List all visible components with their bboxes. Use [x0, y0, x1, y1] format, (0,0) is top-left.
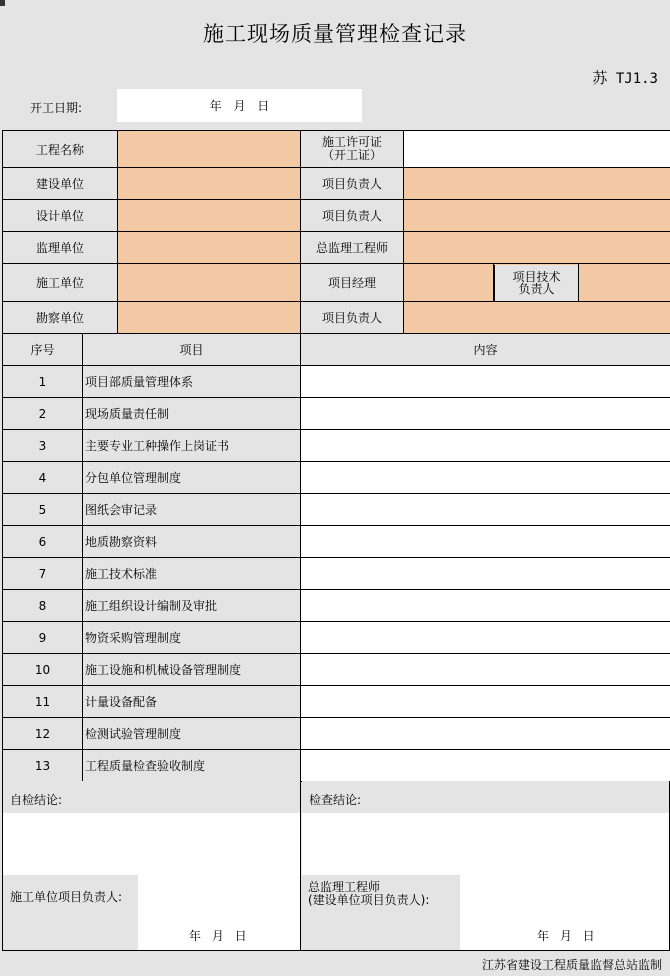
- row-number: 7: [3, 558, 83, 590]
- table-row: [3, 494, 670, 526]
- table-row: [3, 654, 670, 686]
- row-number: 5: [3, 494, 83, 526]
- designer-input[interactable]: [118, 200, 301, 232]
- row-item: 施工组织设计编制及审批: [83, 590, 301, 622]
- surveyor-leader-label: 项目负责人: [301, 302, 404, 334]
- row-item: 现场质量责任制: [83, 398, 301, 430]
- row-content-input[interactable]: [301, 686, 670, 718]
- row-number: 3: [3, 430, 83, 462]
- inspection-section: [302, 781, 669, 950]
- row-item: 图纸会审记录: [83, 494, 301, 526]
- self-check-label: 自检结论:: [10, 793, 63, 807]
- form-code-prefix: 苏: [592, 69, 608, 87]
- inspection-signer-label: [308, 881, 429, 907]
- inspection-label: 检查结论:: [309, 793, 362, 807]
- row-content-input[interactable]: [301, 750, 670, 782]
- row-number: 11: [3, 686, 83, 718]
- row-item: 分包单位管理制度: [83, 462, 301, 494]
- row-content-input[interactable]: [301, 654, 670, 686]
- row-number: 1: [3, 366, 83, 398]
- row-content-input[interactable]: [301, 526, 670, 558]
- conclusion-section: [2, 781, 670, 951]
- row-number: 12: [3, 718, 83, 750]
- header-no: 序号: [3, 334, 83, 366]
- start-date-input[interactable]: 年 月 日: [117, 89, 362, 122]
- project-name-label: 工程名称: [3, 131, 118, 168]
- self-check-signer-cell: [3, 875, 138, 950]
- row-item: 地质勘察资料: [83, 526, 301, 558]
- row-item: 项目部质量管理体系: [83, 366, 301, 398]
- supervisor-input[interactable]: [118, 232, 301, 264]
- info-table: [2, 130, 670, 782]
- designer-leader-label: 项目负责人: [301, 200, 404, 232]
- table-row: [3, 590, 670, 622]
- permit-label-line1: 施工许可证: [322, 135, 383, 149]
- designer-label: 设计单位: [3, 200, 118, 232]
- surveyor-label: 勘察单位: [3, 302, 118, 334]
- tech-leader-input[interactable]: [579, 264, 670, 302]
- row-number: 6: [3, 526, 83, 558]
- row-number: 8: [3, 590, 83, 622]
- row-number: 13: [3, 750, 83, 782]
- footer-issuer: 江苏省建设工程质量监督总站监制: [481, 958, 662, 972]
- row-number: 10: [3, 654, 83, 686]
- row-content-input[interactable]: [301, 494, 670, 526]
- inspection-signer-line1: 总监理工程师: [308, 880, 381, 894]
- builder-label: 建设单位: [3, 168, 118, 200]
- header-item: 项目: [83, 334, 301, 366]
- inspection-input[interactable]: [302, 813, 669, 875]
- supervisor-label: 监理单位: [3, 232, 118, 264]
- form-code: [592, 67, 658, 88]
- row-item: 施工技术标准: [83, 558, 301, 590]
- self-check-date: 年 月 日: [189, 929, 247, 943]
- table-row: [3, 526, 670, 558]
- tech-leader-label: [494, 265, 579, 301]
- table-row: [3, 558, 670, 590]
- row-content-input[interactable]: [301, 366, 670, 398]
- row-content-input[interactable]: [301, 622, 670, 654]
- self-check-signer-label: 施工单位项目负责人:: [10, 890, 123, 904]
- table-row: [3, 430, 670, 462]
- row-content-input[interactable]: [301, 462, 670, 494]
- page-title: 施工现场质量管理检查记录: [203, 22, 467, 46]
- row-number: 4: [3, 462, 83, 494]
- header-content: 内容: [301, 334, 670, 366]
- row-content-input[interactable]: [301, 398, 670, 430]
- form-code-number: TJ1.3: [615, 71, 658, 87]
- chief-engineer-label: 总监理工程师: [301, 232, 404, 264]
- builder-leader-label: 项目负责人: [301, 168, 404, 200]
- tech-leader-label-line1: 项目技术: [512, 269, 561, 284]
- inspection-date: 年 月 日: [537, 929, 595, 943]
- table-row: [3, 398, 670, 430]
- row-item: 主要专业工种操作上岗证书: [83, 430, 301, 462]
- table-row: [3, 622, 670, 654]
- project-name-input[interactable]: [118, 131, 301, 168]
- inspection-signer-line2: (建设单位项目负责人):: [308, 893, 430, 907]
- row-number: 9: [3, 622, 83, 654]
- row-item: 物资采购管理制度: [83, 622, 301, 654]
- table-row: [3, 718, 670, 750]
- chief-engineer-input[interactable]: [404, 232, 670, 264]
- row-content-input[interactable]: [301, 590, 670, 622]
- row-item: 计量设备配备: [83, 686, 301, 718]
- row-content-input[interactable]: [301, 558, 670, 590]
- surveyor-leader-input[interactable]: [404, 302, 670, 334]
- self-check-section: [3, 781, 301, 950]
- row-content-input[interactable]: [301, 718, 670, 750]
- contractor-input[interactable]: [118, 264, 301, 302]
- table-row: [3, 366, 670, 398]
- surveyor-input[interactable]: [118, 302, 301, 334]
- tech-leader-label-line2: 负责人: [518, 281, 555, 296]
- project-manager-label: 项目经理: [301, 264, 404, 302]
- builder-input[interactable]: [118, 168, 301, 200]
- start-date-label: 开工日期:: [30, 101, 83, 115]
- row-number: 2: [3, 398, 83, 430]
- builder-leader-input[interactable]: [404, 168, 670, 200]
- permit-label: [301, 131, 404, 168]
- row-item: 检测试验管理制度: [83, 718, 301, 750]
- table-row: [3, 462, 670, 494]
- designer-leader-input[interactable]: [404, 200, 670, 232]
- permit-input[interactable]: [404, 131, 670, 168]
- self-check-input[interactable]: [3, 813, 300, 875]
- row-item: 施工设施和机械设备管理制度: [83, 654, 301, 686]
- row-item: 工程质量检查验收制度: [83, 750, 301, 782]
- cell-marker: [0, 0, 5, 6]
- project-manager-input[interactable]: [404, 264, 494, 302]
- table-row: [3, 750, 670, 782]
- tech-leader-cell: [494, 264, 579, 302]
- checklist-rows: [3, 366, 670, 782]
- permit-label-line2: （开工证）: [322, 148, 383, 162]
- table-row: [3, 686, 670, 718]
- contractor-label: 施工单位: [3, 264, 118, 302]
- row-content-input[interactable]: [301, 430, 670, 462]
